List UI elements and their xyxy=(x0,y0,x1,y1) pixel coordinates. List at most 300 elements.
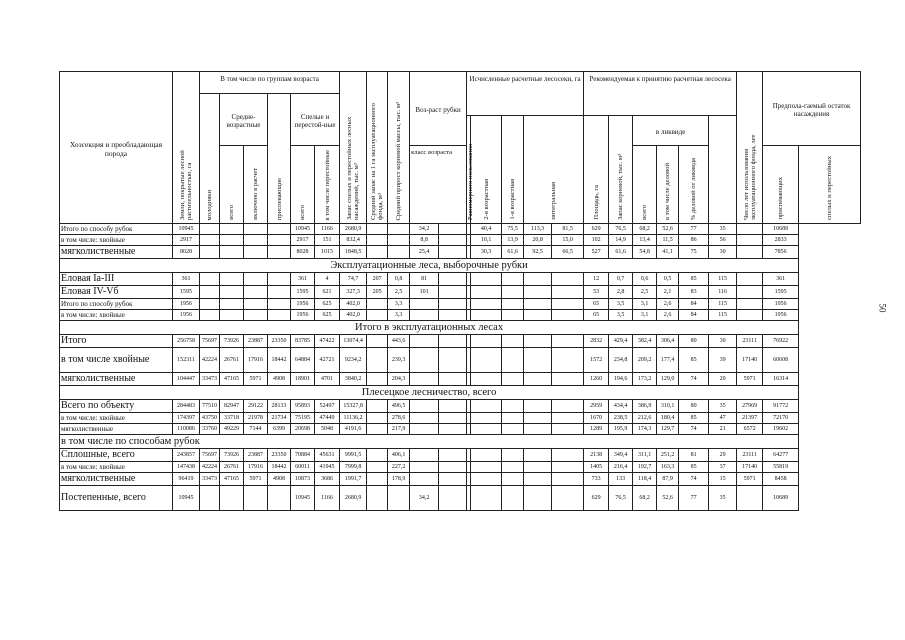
table-cell: 5971 xyxy=(737,473,763,486)
table-cell xyxy=(471,473,502,486)
table-cell: 2,5 xyxy=(633,286,657,299)
table-cell: 1956 xyxy=(173,310,200,321)
table-cell: 83785 xyxy=(291,335,315,348)
table-cell: 832,4 xyxy=(340,235,367,246)
table-row xyxy=(60,413,861,424)
table-cell xyxy=(439,335,467,348)
table-cell xyxy=(200,235,220,246)
header-middle-total: всего xyxy=(220,146,244,224)
table-cell xyxy=(552,373,584,386)
table-cell xyxy=(268,286,291,299)
header-mature: Спелые и перестой-ные xyxy=(291,94,340,146)
table-cell xyxy=(244,299,268,310)
table-cell xyxy=(220,224,244,235)
table-cell xyxy=(410,449,439,462)
section-title: Эксплуатационные леса, выборочные рубки xyxy=(60,259,799,273)
table-cell: 77 xyxy=(679,224,709,235)
table-cell: 1956 xyxy=(763,310,799,321)
table-cell: 17140 xyxy=(737,462,763,473)
table-cell: 4701 xyxy=(315,373,340,386)
table-cell: 43750 xyxy=(200,413,220,424)
header-rec: Рекомендуемая к принятию расчетная лесосека xyxy=(584,72,737,116)
table-cell xyxy=(410,373,439,386)
header-calc-1: 1-я возрастная xyxy=(502,116,524,224)
table-cell: 129,0 xyxy=(657,373,679,386)
table-cell: 95893 xyxy=(291,400,315,413)
table-cell xyxy=(410,299,439,310)
table-cell: 212,6 xyxy=(633,413,657,424)
table-cell xyxy=(220,286,244,299)
table-cell: 133 xyxy=(609,473,633,486)
table-cell: 9234,2 xyxy=(340,348,367,373)
table-cell: 47165 xyxy=(220,373,244,386)
header-liq-total: всего xyxy=(633,146,657,224)
table-cell: 147438 xyxy=(173,462,200,473)
table-cell: 30 xyxy=(709,335,737,348)
header-liquid: в ликвиде xyxy=(633,116,709,146)
table-cell xyxy=(552,462,584,473)
table-cell xyxy=(471,373,502,386)
table-cell: 195,9 xyxy=(609,424,633,435)
table-cell: 84 xyxy=(679,299,709,310)
table-cell: 60608 xyxy=(763,348,799,373)
table-cell: 192,7 xyxy=(633,462,657,473)
table-cell xyxy=(439,299,467,310)
table-cell: 52497 xyxy=(315,400,340,413)
table-cell xyxy=(439,373,467,386)
table-cell: 26761 xyxy=(220,348,244,373)
table-cell: 35 xyxy=(709,486,737,511)
table-cell: 73926 xyxy=(220,335,244,348)
table-cell: 3686 xyxy=(315,473,340,486)
table-cell xyxy=(244,273,268,286)
table-cell: 17916 xyxy=(244,348,268,373)
table-cell: 47422 xyxy=(315,335,340,348)
table-cell: 0,8 xyxy=(388,273,410,286)
table-row xyxy=(60,224,861,235)
table-cell: 7999,8 xyxy=(340,462,367,473)
table-cell: 25,4 xyxy=(410,246,439,259)
table-cell xyxy=(552,299,584,310)
table-cell xyxy=(502,449,524,462)
section-title: Итого в эксплуатационных лесах xyxy=(60,321,799,335)
table-cell: 327,3 xyxy=(340,286,367,299)
table-cell: 496,5 xyxy=(388,400,410,413)
table-cell: 8,8 xyxy=(410,235,439,246)
table-cell: 16314 xyxy=(763,373,799,386)
table-cell xyxy=(367,235,388,246)
table-cell: 60011 xyxy=(291,462,315,473)
table-cell: 85 xyxy=(679,273,709,286)
table-cell: 74,7 xyxy=(340,273,367,286)
table-cell: 39 xyxy=(709,348,737,373)
table-cell: 96419 xyxy=(173,473,200,486)
table-cell: 17916 xyxy=(244,462,268,473)
table-cell: 2138 xyxy=(584,449,609,462)
table-cell: 19602 xyxy=(763,424,799,435)
table-cell: 76,5 xyxy=(609,486,633,511)
table-cell: 349,4 xyxy=(609,449,633,462)
table-cell: 8028 xyxy=(173,246,200,259)
table-cell xyxy=(737,235,763,246)
table-cell: 2,5 xyxy=(388,286,410,299)
section-header-row xyxy=(60,386,861,400)
table-cell: 4191,6 xyxy=(340,424,367,435)
table-cell: 310,1 xyxy=(657,400,679,413)
table-cell: 20,8 xyxy=(524,235,552,246)
table-cell: 73926 xyxy=(220,449,244,462)
table-cell: 1595 xyxy=(173,286,200,299)
table-cell xyxy=(552,348,584,373)
table-cell: 56 xyxy=(709,235,737,246)
table-cell xyxy=(367,400,388,413)
table-cell: 194,6 xyxy=(609,373,633,386)
header-mature-incl: в том числе перестойные xyxy=(315,146,340,224)
table-cell: 6572 xyxy=(737,424,763,435)
table-cell xyxy=(524,400,552,413)
table-row xyxy=(60,462,861,473)
table-cell: 234,8 xyxy=(609,348,633,373)
forest-cut-table-sheet xyxy=(59,71,861,581)
table-cell xyxy=(439,246,467,259)
table-cell xyxy=(410,413,439,424)
section-header-row xyxy=(60,259,861,273)
header-rec-stock: Запас корневой, тыс. м³ xyxy=(609,116,633,224)
table-cell: 115 xyxy=(709,299,737,310)
table-cell xyxy=(439,473,467,486)
table-cell xyxy=(471,348,502,373)
table-cell xyxy=(524,424,552,435)
table-cell: 82947 xyxy=(220,400,244,413)
table-cell: 76922 xyxy=(763,335,799,348)
header-name: Хозсекция и преобладающая порода xyxy=(60,72,173,224)
table-cell: 102 xyxy=(584,235,609,246)
table-cell: 6399 xyxy=(268,424,291,435)
table-cell xyxy=(471,462,502,473)
table-cell: 65 xyxy=(584,299,609,310)
table-cell xyxy=(200,273,220,286)
table-cell xyxy=(439,286,467,299)
table-cell: 23111 xyxy=(737,335,763,348)
table-cell: 23350 xyxy=(268,449,291,462)
table-cell: 47165 xyxy=(220,473,244,486)
table-cell xyxy=(439,424,467,435)
row-label: Итого по способу рубок xyxy=(60,299,173,310)
table-cell: 49229 xyxy=(220,424,244,435)
table-cell: 151 xyxy=(315,235,340,246)
table-cell xyxy=(367,486,388,511)
table-cell xyxy=(268,486,291,511)
table-cell: 115 xyxy=(709,310,737,321)
table-cell: 33718 xyxy=(220,413,244,424)
table-cell: 10945 xyxy=(173,486,200,511)
table-cell xyxy=(367,462,388,473)
table-cell xyxy=(471,424,502,435)
table-cell: 17140 xyxy=(737,348,763,373)
table-cell: 30 xyxy=(709,246,737,259)
table-cell: 406,1 xyxy=(388,449,410,462)
table-cell: 84 xyxy=(679,310,709,321)
header-middle: Средне-возрастные xyxy=(220,94,268,146)
table-cell: 1405 xyxy=(584,462,609,473)
table-cell: 20 xyxy=(709,373,737,386)
table-cell xyxy=(502,373,524,386)
header-remain: Предпола-гаемый остаток насаждения xyxy=(763,72,861,146)
table-cell: 386,9 xyxy=(633,400,657,413)
table-cell xyxy=(737,246,763,259)
table-cell xyxy=(552,273,584,286)
table-row xyxy=(60,286,861,299)
table-cell xyxy=(552,310,584,321)
table-cell: 3,3 xyxy=(388,299,410,310)
header-middle-incl: включено в расчет xyxy=(244,146,268,224)
table-cell: 13074,4 xyxy=(340,335,367,348)
table-cell: 306,4 xyxy=(657,335,679,348)
table-cell: 83 xyxy=(679,286,709,299)
table-cell: 74 xyxy=(679,424,709,435)
table-row xyxy=(60,473,861,486)
table-cell xyxy=(524,462,552,473)
table-cell xyxy=(471,486,502,511)
table-cell xyxy=(737,286,763,299)
table-cell: 118,4 xyxy=(633,473,657,486)
table-cell: 173,2 xyxy=(633,373,657,386)
table-cell xyxy=(367,424,388,435)
table-cell: 86 xyxy=(679,235,709,246)
table-cell: 23111 xyxy=(737,449,763,462)
table-cell: 10945 xyxy=(173,224,200,235)
header-years: Число лет использования эксплуатационного фонда, лет xyxy=(737,72,763,224)
table-cell: 23887 xyxy=(244,335,268,348)
table-cell: 113,3 xyxy=(524,224,552,235)
table-cell: 77510 xyxy=(200,400,220,413)
table-cell: 18442 xyxy=(268,462,291,473)
table-row xyxy=(60,246,861,259)
table-cell: 5971 xyxy=(244,473,268,486)
table-cell: 61,6 xyxy=(502,246,524,259)
table-cell: 2,8 xyxy=(609,286,633,299)
table-cell: 177,4 xyxy=(657,348,679,373)
table-cell: 81,5 xyxy=(552,224,584,235)
table-cell xyxy=(737,299,763,310)
table-cell: 64277 xyxy=(763,449,799,462)
table-cell: 209,2 xyxy=(633,348,657,373)
table-cell xyxy=(200,310,220,321)
table-cell xyxy=(439,235,467,246)
table-cell xyxy=(524,335,552,348)
table-cell xyxy=(439,486,467,511)
table-cell xyxy=(410,462,439,473)
table-cell xyxy=(244,486,268,511)
table-cell xyxy=(367,373,388,386)
table-cell xyxy=(471,310,502,321)
row-label: Сплошные, всего xyxy=(60,449,173,462)
section-title: Плесецкое лесничество, всего xyxy=(60,386,799,400)
table-cell: 76,5 xyxy=(609,224,633,235)
table-cell: 65 xyxy=(584,310,609,321)
table-cell: 217,9 xyxy=(388,424,410,435)
table-cell: 81 xyxy=(410,273,439,286)
table-cell: 85 xyxy=(679,348,709,373)
table-cell: 18901 xyxy=(291,373,315,386)
table-cell: 443,6 xyxy=(388,335,410,348)
table-cell: 1670 xyxy=(584,413,609,424)
table-cell: 75 xyxy=(679,246,709,259)
table-cell: 361 xyxy=(763,273,799,286)
table-cell: 87,9 xyxy=(657,473,679,486)
table-cell xyxy=(737,486,763,511)
table-cell xyxy=(268,310,291,321)
table-cell: 402,0 xyxy=(340,299,367,310)
table-cell xyxy=(502,473,524,486)
table-cell xyxy=(524,273,552,286)
table-cell: 8028 xyxy=(291,246,315,259)
table-cell xyxy=(737,310,763,321)
table-cell xyxy=(268,235,291,246)
table-cell: 3,1 xyxy=(633,299,657,310)
table-row xyxy=(60,299,861,310)
table-cell xyxy=(524,299,552,310)
table-cell: 26761 xyxy=(220,462,244,473)
table-cell: 311,1 xyxy=(633,449,657,462)
header-avg-stock: Средний запас на 1 га эксплуатационного фонда, м³ xyxy=(367,72,388,224)
table-cell: 13,9 xyxy=(502,235,524,246)
table-cell: 278,6 xyxy=(388,413,410,424)
table-cell: 251,2 xyxy=(657,449,679,462)
table-cell: 34,2 xyxy=(410,224,439,235)
table-cell: 68,2 xyxy=(633,486,657,511)
table-cell: 21734 xyxy=(268,413,291,424)
table-cell: 1956 xyxy=(173,299,200,310)
table-cell: 434,4 xyxy=(609,400,633,413)
table-cell: 77 xyxy=(679,486,709,511)
table-cell: 1595 xyxy=(291,286,315,299)
table-cell: 92,5 xyxy=(524,246,552,259)
table-cell xyxy=(502,348,524,373)
table-cell: 66,5 xyxy=(552,246,584,259)
table-cell: 74 xyxy=(679,373,709,386)
table-cell: 2,1 xyxy=(657,286,679,299)
row-label: в том числе: хвойные xyxy=(60,310,173,321)
section-header-row xyxy=(60,435,861,449)
table-cell xyxy=(502,486,524,511)
table-row xyxy=(60,335,861,348)
table-cell: 115 xyxy=(709,273,737,286)
table-cell: 8458 xyxy=(763,473,799,486)
table-cell: 216,4 xyxy=(609,462,633,473)
table-cell: 2832 xyxy=(584,335,609,348)
table-cell: 81 xyxy=(679,449,709,462)
table-cell xyxy=(552,449,584,462)
table-cell xyxy=(502,299,524,310)
row-label: Всего по объекту xyxy=(60,400,173,413)
table-cell xyxy=(220,299,244,310)
table-cell: 1166 xyxy=(315,224,340,235)
table-cell xyxy=(220,310,244,321)
table-cell: 625 xyxy=(315,299,340,310)
table-cell xyxy=(524,310,552,321)
table-cell xyxy=(524,286,552,299)
table-cell xyxy=(552,473,584,486)
table-cell xyxy=(502,462,524,473)
table-row xyxy=(60,486,861,511)
table-cell: 54,8 xyxy=(633,246,657,259)
table-cell xyxy=(367,449,388,462)
table-cell xyxy=(524,348,552,373)
row-label: Еловая IV-Vб xyxy=(60,286,173,299)
table-cell: 10689 xyxy=(763,224,799,235)
table-cell: 2,6 xyxy=(657,310,679,321)
table-cell: 7856 xyxy=(763,246,799,259)
row-label: Еловая Ia-III xyxy=(60,273,173,286)
table-cell: 10689 xyxy=(763,486,799,511)
table-row xyxy=(60,348,861,373)
table-cell: 40,4 xyxy=(471,224,502,235)
table-cell xyxy=(200,486,220,511)
table-cell: 4 xyxy=(315,273,340,286)
table-cell xyxy=(471,299,502,310)
header-cut-age: Воз-раст рубки xyxy=(410,72,467,146)
table-cell: 35 xyxy=(709,400,737,413)
table-cell xyxy=(367,348,388,373)
table-row xyxy=(60,235,861,246)
table-cell: 239,3 xyxy=(388,348,410,373)
table-cell xyxy=(268,299,291,310)
table-cell: 29122 xyxy=(244,400,268,413)
table-cell: 129,7 xyxy=(657,424,679,435)
row-label: Постепенные, всего xyxy=(60,486,173,511)
table-cell: 35 xyxy=(709,224,737,235)
table-cell xyxy=(220,273,244,286)
table-cell xyxy=(524,373,552,386)
table-cell: 30,3 xyxy=(471,246,502,259)
table-cell: 1848,5 xyxy=(340,246,367,259)
table-cell: 33473 xyxy=(200,473,220,486)
header-liq-business: в том числе деловой xyxy=(657,146,679,224)
table-cell: 3,5 xyxy=(609,299,633,310)
table-cell xyxy=(410,424,439,435)
table-cell: 382,4 xyxy=(633,335,657,348)
table-cell: 34,2 xyxy=(410,486,439,511)
table-cell xyxy=(737,273,763,286)
table-cell xyxy=(244,224,268,235)
header-maturing: приспевающие xyxy=(268,94,291,224)
table-cell: 1166 xyxy=(315,486,340,511)
table-cell: 75697 xyxy=(200,335,220,348)
table-cell xyxy=(367,413,388,424)
table-cell: 621 xyxy=(315,286,340,299)
table-cell xyxy=(244,235,268,246)
table-cell xyxy=(552,413,584,424)
table-cell: 61,6 xyxy=(609,246,633,259)
row-label: Итого по способу рубок xyxy=(60,224,173,235)
table-cell xyxy=(268,224,291,235)
table-cell: 3,3 xyxy=(388,310,410,321)
table-cell xyxy=(439,413,467,424)
table-cell: 5048 xyxy=(315,424,340,435)
table-cell xyxy=(244,310,268,321)
table-cell xyxy=(439,224,467,235)
table-cell xyxy=(524,413,552,424)
table-cell: 4908 xyxy=(268,473,291,486)
table-cell: 429,4 xyxy=(609,335,633,348)
table-cell: 2680,9 xyxy=(340,486,367,511)
table-cell: 21397 xyxy=(737,413,763,424)
table-cell: 238,5 xyxy=(609,413,633,424)
table-cell xyxy=(200,246,220,259)
table-cell xyxy=(244,246,268,259)
table-cell: 37 xyxy=(709,462,737,473)
